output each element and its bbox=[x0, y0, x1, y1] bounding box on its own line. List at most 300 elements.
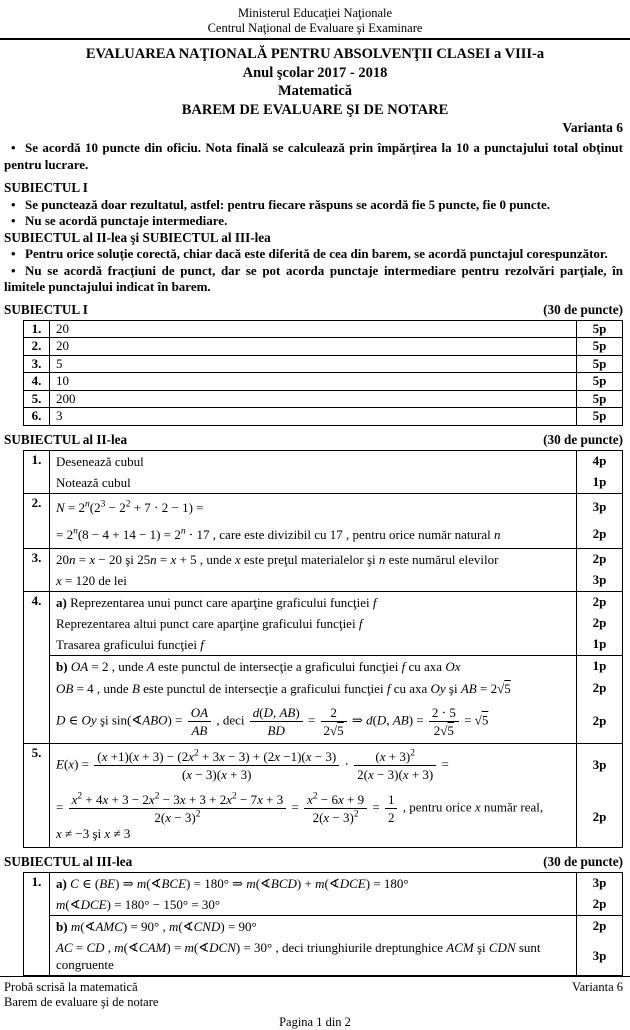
text-run: n bbox=[378, 551, 386, 567]
text-run: n bbox=[180, 526, 186, 537]
table-row bbox=[24, 407, 622, 425]
line-points: 3p bbox=[576, 570, 622, 591]
text-run: x bbox=[68, 755, 75, 771]
intro-subject-heading: SUBIECTUL I bbox=[4, 180, 88, 195]
text-run: m bbox=[246, 875, 256, 891]
row-group bbox=[50, 655, 622, 743]
text-run: 10 bbox=[56, 373, 69, 388]
text-run: AB bbox=[392, 711, 409, 727]
text-run: AC bbox=[56, 939, 73, 955]
line-content bbox=[50, 787, 576, 847]
text-run: 2 bbox=[410, 748, 415, 759]
text-run: , pentru orice bbox=[399, 798, 475, 814]
radical: √5 bbox=[330, 722, 344, 738]
intro-rules bbox=[0, 136, 630, 296]
text-run: AB bbox=[460, 680, 477, 696]
text-run: OB bbox=[56, 680, 74, 696]
bullet-icon: • bbox=[11, 213, 16, 228]
radicand: 5 bbox=[504, 680, 511, 696]
text-run: f bbox=[200, 636, 204, 652]
text-run: ( bbox=[372, 711, 377, 727]
text-run: = bbox=[75, 551, 90, 567]
text-run: x bbox=[226, 791, 233, 807]
text-run: ) = bbox=[408, 711, 427, 727]
text-run: este preţul materialelor şi bbox=[240, 551, 379, 567]
text-run: = bbox=[304, 711, 319, 727]
table-row bbox=[24, 493, 622, 548]
text-run: ⋅ 17 , care este divizibil cu 17 , pentru orice număr natural bbox=[185, 526, 494, 542]
line-content bbox=[50, 873, 576, 894]
line-content bbox=[50, 570, 576, 591]
text-run: − 6 bbox=[317, 791, 338, 807]
text-run: d bbox=[252, 704, 260, 720]
row-groups bbox=[50, 338, 622, 355]
bullet-icon: • bbox=[11, 246, 16, 261]
line-content bbox=[50, 894, 576, 915]
text-run: x bbox=[219, 748, 225, 764]
text-run: − 7 bbox=[236, 791, 258, 807]
row-groups bbox=[50, 356, 622, 373]
page-footer bbox=[0, 976, 630, 1030]
text-run: 20 bbox=[56, 338, 69, 353]
radicand: 5 bbox=[447, 722, 454, 738]
text-run: f bbox=[358, 615, 363, 631]
text-run: x bbox=[368, 766, 374, 782]
text-run: 2 bbox=[77, 791, 83, 802]
bullet-icon: • bbox=[11, 262, 16, 278]
line-points: 2p bbox=[576, 894, 622, 915]
fraction bbox=[188, 705, 211, 738]
text-run: DCN bbox=[209, 939, 236, 955]
text-run: = bbox=[156, 551, 171, 567]
doc-type: BAREM DE EVALUARE ŞI DE NOTARE bbox=[181, 101, 449, 118]
text-run: N bbox=[56, 499, 65, 515]
text-run: ∈ bbox=[65, 711, 82, 727]
line-points: 1p bbox=[576, 656, 622, 677]
table-row bbox=[24, 321, 622, 338]
text-run: + 7 ⋅ 2 − 1) = bbox=[130, 499, 204, 515]
text-run: ) = 180° − 150° = 30° bbox=[106, 896, 221, 912]
superscript bbox=[196, 809, 201, 819]
text-run: B bbox=[131, 680, 140, 696]
row-groups bbox=[50, 873, 622, 975]
footer-doc-name: Barem de evaluare şi de notare bbox=[4, 994, 159, 1009]
text-run: x bbox=[133, 748, 139, 764]
text-run: = bbox=[56, 798, 67, 814]
table-line bbox=[50, 391, 622, 408]
table-line bbox=[50, 494, 622, 521]
line-points: 5p bbox=[576, 408, 622, 425]
table-row bbox=[24, 451, 622, 493]
text-run: Oy bbox=[81, 711, 97, 727]
table-row bbox=[24, 372, 622, 390]
row-number: 1. bbox=[24, 451, 50, 493]
table-line bbox=[50, 916, 622, 937]
section-points-label: (30 de puncte) bbox=[543, 431, 623, 447]
line-content bbox=[50, 521, 576, 548]
row-number: 3. bbox=[24, 356, 50, 373]
text-run: OA bbox=[190, 704, 209, 720]
text-run: +1)( bbox=[107, 748, 134, 764]
footer-exam-name: Probă scrisă la matematică bbox=[4, 979, 138, 994]
text-run: 2 bbox=[195, 809, 201, 820]
text-run: ) = 90° , bbox=[122, 918, 169, 934]
line-content bbox=[50, 356, 576, 373]
fraction-denominator bbox=[385, 809, 398, 825]
text-run: (∢ bbox=[255, 875, 271, 891]
line-points: 2p bbox=[576, 592, 622, 613]
row-group bbox=[50, 373, 622, 390]
text-run: ABO bbox=[142, 711, 168, 727]
text-run: ⇒ bbox=[348, 711, 367, 727]
text-run: (∢ bbox=[123, 939, 139, 955]
text-run: ) ⇒ bbox=[115, 875, 137, 891]
text-run: (∢ bbox=[324, 875, 340, 891]
fraction-numerator bbox=[304, 792, 367, 809]
row-group bbox=[50, 744, 622, 847]
table-row bbox=[24, 873, 622, 975]
text-run: Desenează cubul bbox=[56, 453, 144, 469]
text-run: ⋅ bbox=[341, 755, 353, 771]
text-run: x bbox=[179, 791, 186, 807]
text-run: D bbox=[56, 711, 66, 727]
text-run: + 3) bbox=[408, 766, 434, 782]
fraction-denominator bbox=[250, 722, 303, 738]
text-run: n bbox=[493, 526, 501, 542]
section-heading bbox=[0, 426, 630, 450]
intro-rule-bullet: • Nu se acordă fracţiuni de punct, dar se pot acorda punctaje intermediare pentru rezolvări parţiale, în limitele punctajului indicat în barem. bbox=[4, 262, 623, 294]
row-number: 2. bbox=[24, 494, 50, 548]
line-content bbox=[50, 613, 576, 634]
row-group bbox=[50, 356, 622, 373]
table-line bbox=[50, 356, 622, 373]
text-run: (∢ bbox=[65, 896, 81, 912]
table-line bbox=[50, 521, 622, 548]
text-run: BCD bbox=[270, 875, 297, 891]
fraction bbox=[429, 705, 459, 738]
radicand: 5 bbox=[337, 722, 344, 738]
fraction-denominator bbox=[321, 722, 347, 738]
text-run: 2( bbox=[312, 809, 324, 825]
center-line: Centrul Naţional de Evaluare şi Examinare bbox=[207, 20, 423, 35]
section-title: SUBIECTUL I bbox=[4, 301, 88, 317]
line-points: 3p bbox=[576, 873, 622, 894]
radical: √5 bbox=[474, 711, 489, 727]
text-run: 1 bbox=[387, 791, 395, 807]
table-line bbox=[50, 613, 622, 634]
line-points: 2p bbox=[576, 549, 622, 570]
text-run: = bbox=[72, 939, 87, 955]
text-run: ( bbox=[259, 704, 264, 720]
bullet-icon: • bbox=[11, 196, 16, 212]
text-run: număr real, bbox=[480, 798, 544, 814]
line-content bbox=[50, 494, 576, 521]
text-run: x bbox=[71, 791, 78, 807]
line-content bbox=[50, 549, 576, 570]
line-content bbox=[50, 700, 576, 743]
text-run: CD bbox=[86, 939, 105, 955]
table-line bbox=[50, 549, 622, 570]
fraction-numerator bbox=[321, 705, 347, 722]
text-run: ≠ 3 bbox=[110, 825, 131, 841]
row-groups bbox=[50, 391, 622, 408]
row-groups bbox=[50, 321, 622, 338]
variant-label: Varianta 6 bbox=[562, 120, 623, 135]
table-row bbox=[24, 743, 622, 847]
table-line bbox=[50, 656, 622, 677]
text-run: BD bbox=[267, 722, 285, 738]
line-points: 3p bbox=[576, 744, 622, 787]
text-run: x bbox=[234, 551, 241, 567]
text-run: + 3 bbox=[262, 791, 284, 807]
text-run: Notează cubul bbox=[56, 474, 131, 490]
text-run: + 3 − 2 bbox=[108, 791, 149, 807]
row-number: 1. bbox=[24, 321, 50, 338]
line-content bbox=[50, 451, 576, 472]
text-run: x bbox=[56, 825, 62, 841]
text-run: m bbox=[184, 939, 194, 955]
fraction bbox=[354, 749, 436, 782]
row-number: 1. bbox=[24, 873, 50, 975]
text-run: − 20 şi 25 bbox=[95, 551, 151, 567]
text-run: DCE bbox=[339, 875, 366, 891]
text-run: AMC bbox=[95, 918, 123, 934]
text-run: x bbox=[257, 791, 263, 807]
text-run: = bbox=[369, 798, 383, 814]
text-run: + 3 bbox=[198, 748, 220, 764]
text-run: x bbox=[89, 551, 96, 567]
title-block bbox=[0, 40, 630, 119]
text-run: 2 bbox=[125, 499, 131, 510]
text-run: ) = bbox=[167, 711, 186, 727]
text-run: − 2 bbox=[105, 499, 126, 515]
text-run: ACM bbox=[446, 939, 474, 955]
row-group bbox=[50, 592, 622, 655]
score-table bbox=[23, 320, 623, 426]
line-content bbox=[50, 338, 576, 355]
fraction bbox=[321, 705, 347, 738]
text-run: (∢ bbox=[80, 918, 96, 934]
text-run: 20 bbox=[56, 320, 69, 336]
line-points: 3p bbox=[576, 494, 622, 521]
line-content bbox=[50, 916, 576, 937]
text-run: este punctul de intersecţie a graficului funcţiei bbox=[154, 658, 402, 674]
text-run: b) bbox=[56, 658, 71, 674]
text-run: ) + bbox=[296, 875, 316, 891]
section-heading bbox=[0, 848, 630, 872]
text-run: 2 bbox=[312, 791, 318, 802]
line-points: 5p bbox=[576, 321, 622, 338]
intro-rule-bullet: • Nu se acordă punctaje intermediare. bbox=[11, 213, 228, 228]
row-group bbox=[50, 915, 622, 975]
text-run: cu axa bbox=[390, 680, 431, 696]
text-run: CND bbox=[193, 918, 221, 934]
radical: √5 bbox=[497, 680, 511, 696]
line-points: 5p bbox=[576, 373, 622, 390]
row-groups bbox=[50, 549, 622, 591]
text-run: ) = 180° bbox=[365, 875, 409, 891]
row-group bbox=[50, 873, 622, 915]
text-run: şi bbox=[445, 680, 461, 696]
section-heading bbox=[0, 296, 630, 320]
text-run: = bbox=[288, 798, 303, 814]
row-group bbox=[50, 494, 622, 548]
subject-name: Matematică bbox=[277, 83, 353, 99]
text-run: Reprezentarea altui punct care aparţine graficului funcţiei bbox=[56, 615, 359, 631]
text-run: Oy bbox=[430, 680, 446, 696]
line-content bbox=[50, 634, 576, 655]
text-run: (∢ bbox=[146, 875, 162, 891]
intro-subject-heading: SUBIECTUL al II-lea şi SUBIECTUL al III-lea bbox=[4, 229, 271, 245]
section-title: SUBIECTUL al III-lea bbox=[4, 853, 133, 869]
text-run: , deci bbox=[213, 711, 248, 727]
table-row bbox=[24, 355, 622, 373]
table-row bbox=[24, 591, 622, 743]
text-run: = bbox=[438, 755, 449, 771]
text-run: AB bbox=[279, 704, 296, 720]
text-run: x bbox=[221, 766, 227, 782]
fraction-denominator bbox=[69, 809, 287, 825]
line-content bbox=[50, 744, 576, 787]
text-run: ∈ ( bbox=[78, 875, 100, 891]
text-run: − 3)( bbox=[373, 766, 403, 782]
radicand: 5 bbox=[481, 711, 489, 727]
fraction-numerator bbox=[188, 705, 211, 722]
text-run: + 3) bbox=[226, 766, 252, 782]
table-row bbox=[24, 390, 622, 408]
text-run: 2 ⋅ 5 bbox=[431, 704, 456, 720]
text-run: (∢ bbox=[193, 939, 210, 955]
text-run: Trasarea graficului funcţiei bbox=[56, 636, 201, 652]
text-run: 2 bbox=[154, 791, 160, 802]
line-content bbox=[50, 677, 576, 700]
text-run: (∢ bbox=[178, 918, 194, 934]
row-number: 3. bbox=[24, 549, 50, 591]
text-run: −1)( bbox=[280, 748, 306, 764]
fraction-numerator bbox=[354, 749, 436, 766]
row-groups bbox=[50, 592, 622, 743]
fraction bbox=[69, 792, 287, 825]
text-run: şi bbox=[473, 939, 489, 955]
text-run: ( bbox=[97, 748, 102, 764]
fraction bbox=[250, 705, 303, 738]
fraction-denominator bbox=[429, 722, 459, 738]
text-run: cu axa bbox=[405, 658, 446, 674]
text-run: = 4 , unde bbox=[73, 680, 132, 696]
text-run: 2 bbox=[387, 809, 395, 825]
line-content bbox=[50, 321, 576, 338]
text-run: − 3 bbox=[159, 791, 180, 807]
superscript bbox=[354, 809, 359, 819]
text-run: x bbox=[188, 748, 195, 764]
text-run: ) = 90° bbox=[220, 918, 257, 934]
text-run: 2 bbox=[433, 722, 441, 738]
row-number: 6. bbox=[24, 408, 50, 425]
text-run: x bbox=[101, 748, 108, 764]
section-points-label: (30 de puncte) bbox=[543, 301, 623, 317]
text-run: x bbox=[305, 748, 312, 764]
row-groups bbox=[50, 744, 622, 847]
ministry-line: Ministerul Educaţiei Naţionale bbox=[237, 6, 393, 20]
text-run: ) = 30° , deci triunghiurile dreptunghice bbox=[235, 939, 447, 955]
text-run: D bbox=[263, 704, 273, 720]
footer-variant: Varianta 6 bbox=[571, 979, 623, 994]
text-run: CAM bbox=[138, 939, 167, 955]
text-run: AB bbox=[191, 722, 208, 738]
table-line bbox=[50, 321, 622, 338]
text-run: m bbox=[56, 896, 66, 912]
text-run: E bbox=[56, 755, 64, 771]
text-run: x bbox=[56, 572, 62, 588]
text-run: − 3) bbox=[311, 748, 337, 764]
fraction-numerator bbox=[69, 792, 287, 809]
text-run: 2 bbox=[353, 809, 359, 820]
text-run: = 2 bbox=[476, 680, 498, 696]
text-run: x bbox=[102, 791, 109, 807]
score-table bbox=[23, 450, 623, 848]
fraction bbox=[385, 792, 398, 825]
text-run: m bbox=[114, 939, 124, 955]
page-number: Pagina 1 din 2 bbox=[279, 1014, 351, 1029]
text-run: − 3) bbox=[171, 809, 196, 825]
text-run: sunt congruente bbox=[56, 939, 541, 972]
text-run: a) bbox=[56, 594, 71, 610]
text-run: + 5 , unde bbox=[176, 551, 235, 567]
text-run: x bbox=[474, 798, 481, 814]
text-run: x bbox=[186, 766, 193, 782]
text-run: 20 bbox=[56, 551, 69, 567]
line-points: 5p bbox=[576, 391, 622, 408]
text-run: Ox bbox=[445, 658, 461, 674]
text-run: BCE bbox=[161, 875, 187, 891]
text-run: (2 bbox=[89, 499, 101, 515]
text-run: ) = 180° ⇒ bbox=[186, 875, 247, 891]
line-points: 1p bbox=[576, 472, 622, 493]
text-run: + 3 + 2 bbox=[185, 791, 227, 807]
table-line bbox=[50, 451, 622, 472]
line-points: 4p bbox=[576, 451, 622, 472]
fraction-numerator bbox=[250, 705, 303, 722]
section-title: SUBIECTUL al II-lea bbox=[4, 431, 128, 447]
table-line bbox=[50, 373, 622, 390]
row-number: 4. bbox=[24, 373, 50, 390]
footer-text bbox=[0, 977, 630, 1010]
table-line bbox=[50, 873, 622, 894]
text-run: DCE bbox=[80, 896, 107, 912]
text-run: ( bbox=[181, 766, 187, 782]
text-run: m bbox=[136, 875, 147, 891]
text-run: OA bbox=[70, 658, 89, 674]
fraction bbox=[94, 749, 339, 782]
radical: √5 bbox=[440, 722, 454, 738]
line-points: 5p bbox=[576, 338, 622, 355]
table-line bbox=[50, 937, 622, 975]
row-groups bbox=[50, 451, 622, 493]
text-run: m bbox=[169, 918, 179, 934]
text-run: = bbox=[460, 711, 475, 727]
line-content bbox=[50, 937, 576, 975]
text-run: 200 bbox=[56, 390, 76, 406]
text-run: 2 bbox=[323, 722, 331, 738]
intro-rule-bullet: • Se acordă 10 puncte din oficiu. Nota finală se calculează prin împărţirea la 10 a punctajului total obţinut pentru lucrare. bbox=[4, 140, 623, 172]
text-run: ( bbox=[63, 755, 69, 771]
ministry-header bbox=[0, 0, 630, 35]
section-points-label: (30 de puncte) bbox=[543, 853, 623, 869]
text-run: , bbox=[104, 939, 115, 955]
text-run: 2 bbox=[232, 791, 237, 802]
table-line bbox=[50, 700, 622, 743]
text-run: D bbox=[376, 711, 387, 727]
